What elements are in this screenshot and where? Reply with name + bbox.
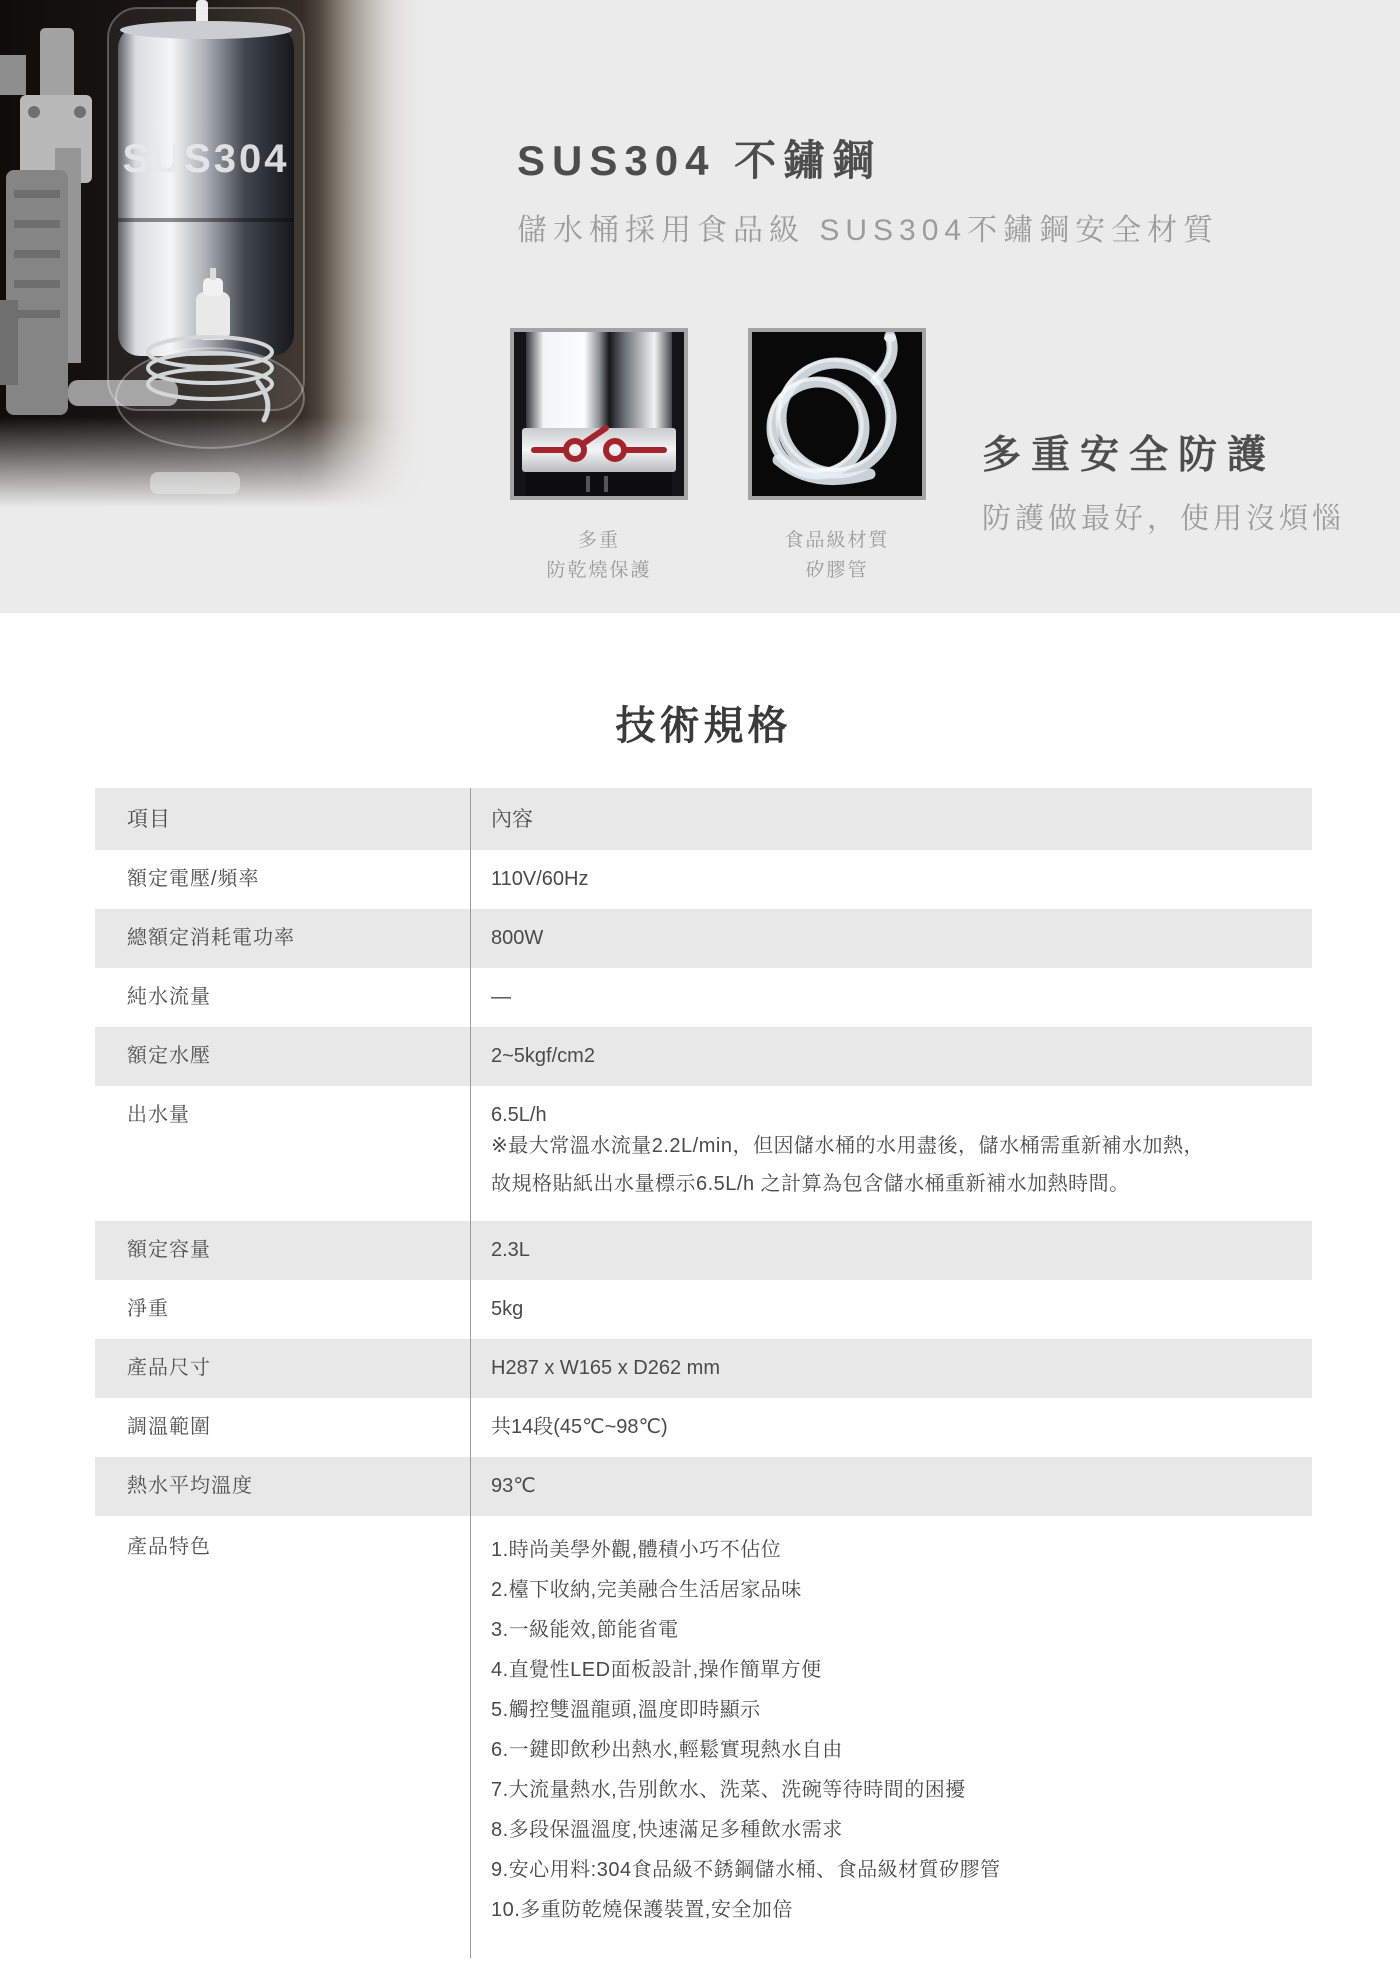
spec-label: 產品特色 <box>127 1536 211 1558</box>
spec-label: 總額定消耗電功率 <box>127 927 295 949</box>
thumb-caption <box>510 526 688 586</box>
caption-line: 矽膠管 <box>805 560 869 581</box>
feature-item: 4.直覺性LED面板設計,操作簡單方便 <box>491 1659 822 1681</box>
feature-item: 7.大流量熱水,告別飲水、洗菜、洗碗等待時間的困擾 <box>491 1779 966 1801</box>
feature-item: 5.觸控雙溫龍頭,溫度即時顯示 <box>491 1699 761 1721</box>
feature-item: 10.多重防乾燒保護裝置,安全加倍 <box>491 1899 793 1921</box>
thumb-silicone <box>748 328 926 586</box>
safety-block <box>982 424 1345 537</box>
spec-label: 額定容量 <box>127 1239 211 1261</box>
caption-line: 多重 <box>577 530 620 551</box>
spec-row <box>95 909 1312 968</box>
photo-sus304-label: SUS304 <box>122 137 290 181</box>
feature-item: 1.時尚美學外觀,體積小巧不佔位 <box>491 1539 782 1561</box>
feature-item: 8.多段保溫溫度,快速滿足多種飲水需求 <box>491 1819 843 1841</box>
spec-value: — <box>470 968 1312 1027</box>
safety-title: 多重安全防護 <box>982 434 1277 477</box>
spec-value: 5kg <box>470 1280 1312 1339</box>
spec-row <box>95 1221 1312 1280</box>
photo-bottom-fade <box>0 417 430 512</box>
spec-label: 產品尺寸 <box>127 1357 211 1379</box>
spec-label: 額定電壓/頻率 <box>127 868 260 890</box>
spec-value: 共14段(45℃~98℃) <box>470 1398 1312 1457</box>
spec-value-group <box>470 1086 1312 1221</box>
spec-value: 6.5L/h <box>491 1104 547 1126</box>
spec-value: 110V/60Hz <box>470 850 1312 909</box>
feature-item: 6.一鍵即飲秒出熱水,輕鬆實現熱水自由 <box>491 1739 843 1761</box>
spec-row <box>95 1086 1312 1221</box>
spec-label: 熱水平均溫度 <box>127 1475 253 1497</box>
spec-label: 出水量 <box>127 1104 190 1126</box>
product-photo <box>0 0 430 512</box>
spec-header-row <box>95 788 1312 850</box>
spec-row <box>95 1280 1312 1339</box>
spec-label: 額定水壓 <box>127 1045 211 1067</box>
thumb-dry-burn <box>510 328 688 586</box>
safety-subtitle: 防護做最好，使用沒煩惱 <box>982 503 1346 535</box>
feature-list <box>470 1516 1312 1958</box>
spec-row <box>95 850 1312 909</box>
spec-value: 2.3L <box>470 1221 1312 1280</box>
hero-section <box>0 0 1400 613</box>
spec-header-item: 項目 <box>127 807 171 831</box>
caption-line: 食品級材質 <box>784 530 890 551</box>
spec-table <box>95 788 1312 1958</box>
spec-label: 純水流量 <box>127 986 211 1008</box>
feature-item: 2.檯下收納,完美融合生活居家品味 <box>491 1579 802 1601</box>
caption-line: 防乾燒保護 <box>546 560 652 581</box>
hero-title: SUS304 不鏽鋼 <box>517 137 882 184</box>
specs-section <box>0 613 1400 1958</box>
hero-subtitle: 儲水桶採用食品級 SUS304不鏽鋼安全材質 <box>517 214 1220 247</box>
thumb-caption <box>748 526 926 586</box>
feature-item: 9.安心用料:304食品級不銹鋼儲水桶、食品級材質矽膠管 <box>491 1859 1001 1881</box>
specs-heading: 技術規格 <box>615 704 792 748</box>
spec-row <box>95 968 1312 1027</box>
dry-burn-image <box>510 328 688 500</box>
spec-label: 調溫範圍 <box>127 1416 211 1438</box>
spec-note: ※最大常溫水流量2.2L/min，但因儲水桶的水用盡後，儲水桶需重新補水加熱， <box>491 1135 1204 1157</box>
spec-row <box>95 1398 1312 1457</box>
spec-note: 故規格貼紙出水量標示6.5L/h 之計算為包含儲水桶重新補水加熱時間。 <box>491 1173 1130 1195</box>
spec-value: 2~5kgf/cm2 <box>470 1027 1312 1086</box>
spec-header-content: 內容 <box>470 788 1312 850</box>
spec-value: 93℃ <box>470 1457 1312 1516</box>
spec-row-features <box>95 1516 1312 1958</box>
silicone-tube-image <box>748 328 926 500</box>
feature-item: 3.一級能效,節能省電 <box>491 1619 679 1641</box>
spec-value: H287 x W165 x D262 mm <box>470 1339 1312 1398</box>
spec-row <box>95 1027 1312 1086</box>
spec-row <box>95 1457 1312 1516</box>
spec-value: 800W <box>470 909 1312 968</box>
spec-row <box>95 1339 1312 1398</box>
spec-label: 淨重 <box>127 1298 169 1320</box>
